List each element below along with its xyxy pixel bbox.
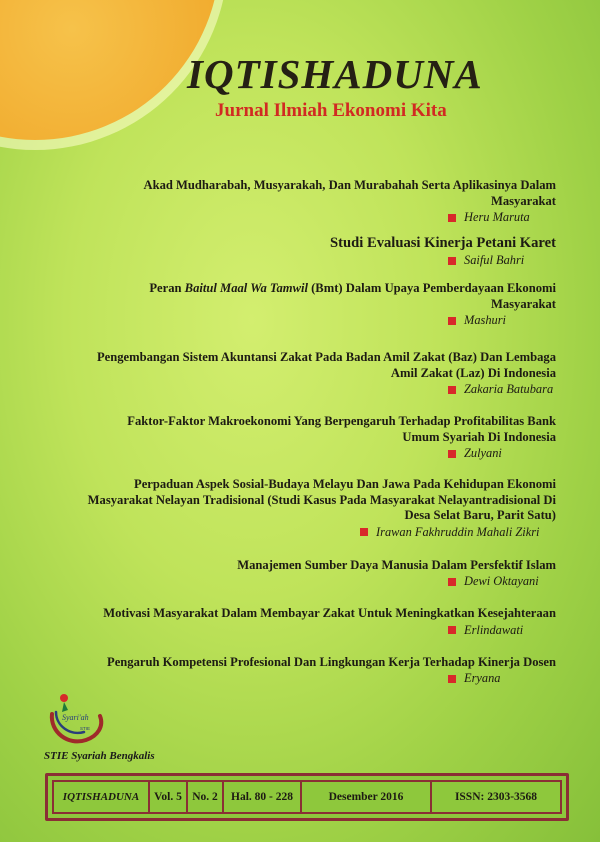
footer-issn: ISSN: 2303-3568 [454, 791, 538, 803]
article-title: Akad Mudharabah, Musyarakah, Dan Murabahah Serta Aplikasinya Dalam Masyarakat [143, 178, 556, 208]
article-item [66, 281, 556, 328]
article-title: Pengaruh Kompetensi Profesional Dan Lingkungan Kerja Terhadap Kinerja Dosen [107, 654, 556, 669]
article-item [66, 477, 556, 540]
article-title: Faktor-Faktor Makroekonomi Yang Berpengaruh Terhadap Profitabilitas Bank Umum Syariah Di Indonesia [127, 414, 556, 444]
stie-logo [42, 690, 112, 750]
article-author: Dewi Oktayani [464, 574, 539, 588]
article-list [66, 178, 556, 686]
logo-dot [60, 694, 68, 702]
logo-text-top: Syari'ah [62, 713, 89, 722]
article-author: Erlindawati [464, 622, 524, 637]
bullet-icon [448, 386, 456, 394]
bullet-icon [448, 257, 456, 265]
article-title: Perpaduan Aspek Sosial-Budaya Melayu Dan Jawa Pada Kehidupan Ekonomi Masyarakat Nelayan Tradisional (Studi Kasus Pada Masyarakat Nelayantradisional Di Desa Selat Baru, Parit Satu) [87, 477, 556, 522]
footer-pages: Hal. 80 - 228 [224, 782, 302, 812]
article-title: Motivasi Masyarakat Dalam Membayar Zakat Untuk Meningkatkan Kesejahteraan [103, 606, 556, 620]
journal-title: IQTISHADUNA [187, 51, 483, 97]
logo-text-bottom: STIE [80, 726, 91, 731]
bullet-icon [448, 578, 456, 586]
article-item [66, 655, 556, 687]
journal-subtitle: Jurnal Ilmiah Ekonomi Kita [215, 100, 447, 121]
footer-number: No. 2 [188, 782, 224, 812]
article-title: Studi Evaluasi Kinerja Petani Karet [330, 235, 556, 251]
article-item [66, 178, 556, 225]
article-title: Manajemen Sumber Daya Manusia Dalam Persfektif Islam [237, 557, 556, 572]
article-item [66, 606, 556, 638]
bullet-icon [448, 626, 456, 634]
article-item [66, 350, 556, 397]
article-author: Irawan Fakhruddin Mahali Zikri [376, 524, 540, 539]
bullet-icon [448, 675, 456, 683]
article-item [66, 558, 556, 590]
article-author: Mashuri [464, 313, 506, 327]
footer-date: Desember 2016 [302, 782, 432, 812]
article-item [66, 235, 556, 268]
logo-leaf [62, 702, 68, 712]
bullet-icon [448, 450, 456, 458]
bullet-icon [360, 528, 368, 536]
article-title: Peran Baitul Maal Wa Tamwil (Bmt) Dalam Upaya Pemberdayaan Ekonomi Masyarakat [149, 281, 556, 311]
article-item [66, 414, 556, 461]
footer-info-bar [45, 773, 569, 821]
footer-journal-name: IQTISHADUNA [54, 782, 150, 812]
footer-info-frame [52, 780, 562, 814]
article-author: Heru Maruta [464, 210, 530, 224]
article-author: Zakaria Batubara [464, 382, 554, 396]
article-author: Eryana [464, 671, 501, 685]
publisher-name: STIE Syariah Bengkalis [44, 750, 155, 762]
bullet-icon [448, 317, 456, 325]
article-author: Zulyani [464, 446, 502, 460]
article-title: Pengembangan Sistem Akuntansi Zakat Pada Badan Amil Zakat (Baz) Dan Lembaga Amil Zakat (Laz) Di Indonesia [96, 350, 556, 380]
footer-volume: Vol. 5 [150, 782, 188, 812]
article-author: Saiful Bahri [464, 253, 525, 267]
bullet-icon [448, 214, 456, 222]
